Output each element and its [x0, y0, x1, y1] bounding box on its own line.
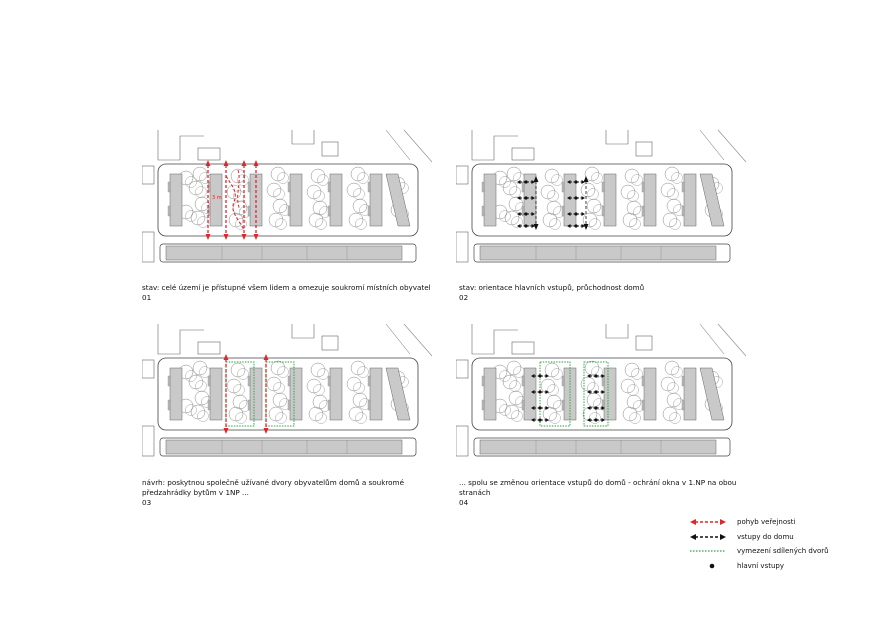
building-stair — [368, 182, 370, 192]
building-stair — [288, 376, 290, 386]
building-stair — [682, 376, 684, 386]
arrow-head-icon — [242, 160, 247, 166]
caption-number-02: 02 — [459, 293, 469, 302]
dot-icon — [690, 561, 726, 571]
apartment-building — [330, 368, 342, 420]
building-outline-top-left — [472, 324, 518, 354]
building-stair — [482, 400, 484, 410]
site-plan-drawing-02 — [456, 126, 746, 266]
building-stair — [248, 206, 250, 216]
arrow-head-icon — [264, 354, 269, 360]
apartment-building — [330, 174, 342, 226]
caption-number-04: 04 — [459, 498, 469, 507]
caption-number-01: 01 — [142, 293, 152, 302]
red-dashed-arrow-icon — [690, 517, 726, 527]
main-entrance-dot — [594, 406, 597, 409]
site-plan-panel-02 — [456, 126, 746, 266]
building-stair — [168, 182, 170, 192]
building-stair — [522, 182, 524, 192]
building-stair — [562, 206, 564, 216]
apartment-building — [250, 368, 262, 420]
site-plan-panel-04 — [456, 320, 746, 460]
main-entrance-dot — [574, 212, 577, 215]
legend-item-public-movement — [690, 517, 890, 532]
black-dashed-arrow-icon — [690, 532, 726, 542]
legend-label: pohyb veřejnosti — [737, 518, 796, 526]
apartment-building — [484, 368, 496, 420]
building-outline-top-left — [158, 130, 204, 160]
legend-label: hlavní vstupy — [737, 561, 784, 570]
building-outline-top-left — [472, 130, 518, 160]
caption-text-04a: ... spolu se změnou orientace vstupů do domů - ochrání okna v 1.NP na obou — [459, 478, 737, 487]
apartment-building — [370, 174, 382, 226]
main-entrance-dot — [524, 224, 527, 227]
street-line-diagonal — [386, 130, 410, 160]
caption-04 — [459, 478, 759, 508]
apartment-building — [210, 368, 222, 420]
building-stair — [208, 376, 210, 386]
building-stair — [642, 182, 644, 192]
main-entrance-dot — [538, 374, 541, 377]
apartment-building — [684, 174, 696, 226]
street-line-diagonal-2 — [404, 324, 432, 356]
arrow-head-icon — [206, 160, 211, 166]
apartment-building — [170, 368, 182, 420]
building-stair — [642, 400, 644, 410]
building-outline-left-bottom — [142, 232, 154, 262]
apartment-building — [484, 174, 496, 226]
main-entrance-dot — [574, 196, 577, 199]
caption-text-04b: stranách — [459, 488, 491, 497]
caption-01 — [142, 283, 442, 303]
arrow-head-icon — [254, 160, 259, 166]
apartment-building — [370, 368, 382, 420]
caption-text-01: stav: celé území je přístupné všem lidem a omezuje soukromí místních obyvatel — [142, 283, 431, 292]
building-outline-top-right — [606, 324, 628, 338]
site-plan-panel-01 — [142, 126, 432, 266]
site-plan-drawing-04 — [456, 320, 746, 460]
building-outline-top — [198, 342, 220, 354]
main-entrance-dot — [574, 180, 577, 183]
main-entrance-dot — [538, 406, 541, 409]
building-outline-top-right-2 — [636, 336, 652, 350]
building-stair — [288, 182, 290, 192]
building-stair — [328, 206, 330, 216]
building-stair — [642, 376, 644, 386]
street-line-diagonal — [700, 130, 724, 160]
long-building — [480, 246, 716, 260]
building-stair — [642, 206, 644, 216]
building-outline-top — [512, 148, 534, 160]
main-entrance-dot — [538, 390, 541, 393]
long-building — [166, 246, 402, 260]
building-outline-left-bottom — [142, 426, 154, 456]
building-stair — [482, 182, 484, 192]
building-stair — [208, 400, 210, 410]
legend-item-house-entrances — [690, 532, 890, 547]
caption-text-03b: předzahrádky bytům v 1NP ... — [142, 488, 249, 497]
site-plan-panel-03 — [142, 320, 432, 460]
building-outline-top-right — [292, 324, 314, 338]
apartment-building — [644, 368, 656, 420]
building-outline-top-right-2 — [636, 142, 652, 156]
green-dotted-line-icon — [690, 546, 726, 556]
arrow-head-icon — [206, 234, 211, 240]
street-line-diagonal — [386, 324, 410, 354]
building-outline-top-left — [158, 324, 204, 354]
legend-item-main-entrances — [690, 561, 890, 576]
building-outline-left — [456, 166, 468, 184]
building-stair — [248, 376, 250, 386]
main-entrance-dot — [524, 212, 527, 215]
building-outline-left — [142, 360, 154, 378]
building-stair — [368, 376, 370, 386]
legend-label: vstupy do domu — [737, 532, 794, 541]
arrow-head-icon — [264, 428, 269, 434]
label-3m: 3 m — [212, 195, 222, 201]
legend — [690, 517, 890, 575]
main-entrance-dot — [594, 390, 597, 393]
main-entrance-dot — [594, 418, 597, 421]
arrow-head-icon — [224, 234, 229, 240]
building-stair — [682, 182, 684, 192]
building-outline-top-right — [606, 130, 628, 144]
legend-label: vymezení sdílených dvorů — [737, 547, 829, 555]
building-stair — [562, 376, 564, 386]
site-plan-drawing-03 — [142, 320, 432, 460]
long-building — [480, 440, 716, 454]
apartment-building — [644, 174, 656, 226]
arrow-head-icon — [254, 234, 259, 240]
building-outline-top-right-2 — [322, 142, 338, 156]
main-entrance-dot — [594, 374, 597, 377]
building-stair — [602, 182, 604, 192]
building-stair — [328, 182, 330, 192]
building-stair — [682, 400, 684, 410]
site-plan-drawing-01 — [142, 126, 432, 266]
building-outline-top-right — [292, 130, 314, 144]
building-stair — [682, 206, 684, 216]
building-stair — [368, 400, 370, 410]
building-stair — [288, 400, 290, 410]
building-outline-top — [512, 342, 534, 354]
main-entrance-dot — [538, 418, 541, 421]
building-stair — [368, 206, 370, 216]
apartment-building — [290, 368, 302, 420]
building-stair — [168, 376, 170, 386]
building-stair — [248, 182, 250, 192]
caption-number-03: 03 — [142, 498, 152, 507]
apartment-building — [684, 368, 696, 420]
long-building — [166, 440, 402, 454]
caption-03 — [142, 478, 442, 508]
street-line-diagonal-2 — [718, 130, 746, 162]
building-outline-left-bottom — [456, 426, 468, 456]
building-stair — [522, 400, 524, 410]
arrow-head-icon — [224, 160, 229, 166]
building-outline-top — [198, 148, 220, 160]
street-line-diagonal — [700, 324, 724, 354]
building-stair — [328, 400, 330, 410]
building-stair — [328, 376, 330, 386]
building-outline-top-right-2 — [322, 336, 338, 350]
apartment-building — [290, 174, 302, 226]
building-stair — [562, 182, 564, 192]
caption-02 — [459, 283, 759, 303]
arrow-head-icon — [224, 354, 229, 360]
building-stair — [522, 376, 524, 386]
building-stair — [248, 400, 250, 410]
building-outline-left-bottom — [456, 232, 468, 262]
apartment-building — [170, 174, 182, 226]
main-entrance-dot — [524, 180, 527, 183]
arrow-head-icon — [242, 234, 247, 240]
street-line-diagonal-2 — [718, 324, 746, 356]
building-stair — [482, 206, 484, 216]
main-entrance-dot — [574, 224, 577, 227]
main-entrance-dot — [524, 196, 527, 199]
building-outline-left — [142, 166, 154, 184]
street-line-diagonal-2 — [404, 130, 432, 162]
building-stair — [522, 206, 524, 216]
caption-text-02: stav: orientace hlavních vstupů, průchodnost domů — [459, 283, 645, 292]
apartment-building — [604, 174, 616, 226]
building-stair — [602, 206, 604, 216]
building-outline-left — [456, 360, 468, 378]
arrow-head-icon — [224, 428, 229, 434]
legend-item-shared-courtyards — [690, 546, 890, 561]
caption-text-03a: návrh: poskytnou společně užívané dvory obyvatelům domů a soukromé — [142, 478, 404, 487]
building-stair — [168, 400, 170, 410]
building-stair — [482, 376, 484, 386]
building-stair — [168, 206, 170, 216]
apartment-building — [604, 368, 616, 420]
building-stair — [288, 206, 290, 216]
building-stair — [562, 400, 564, 410]
